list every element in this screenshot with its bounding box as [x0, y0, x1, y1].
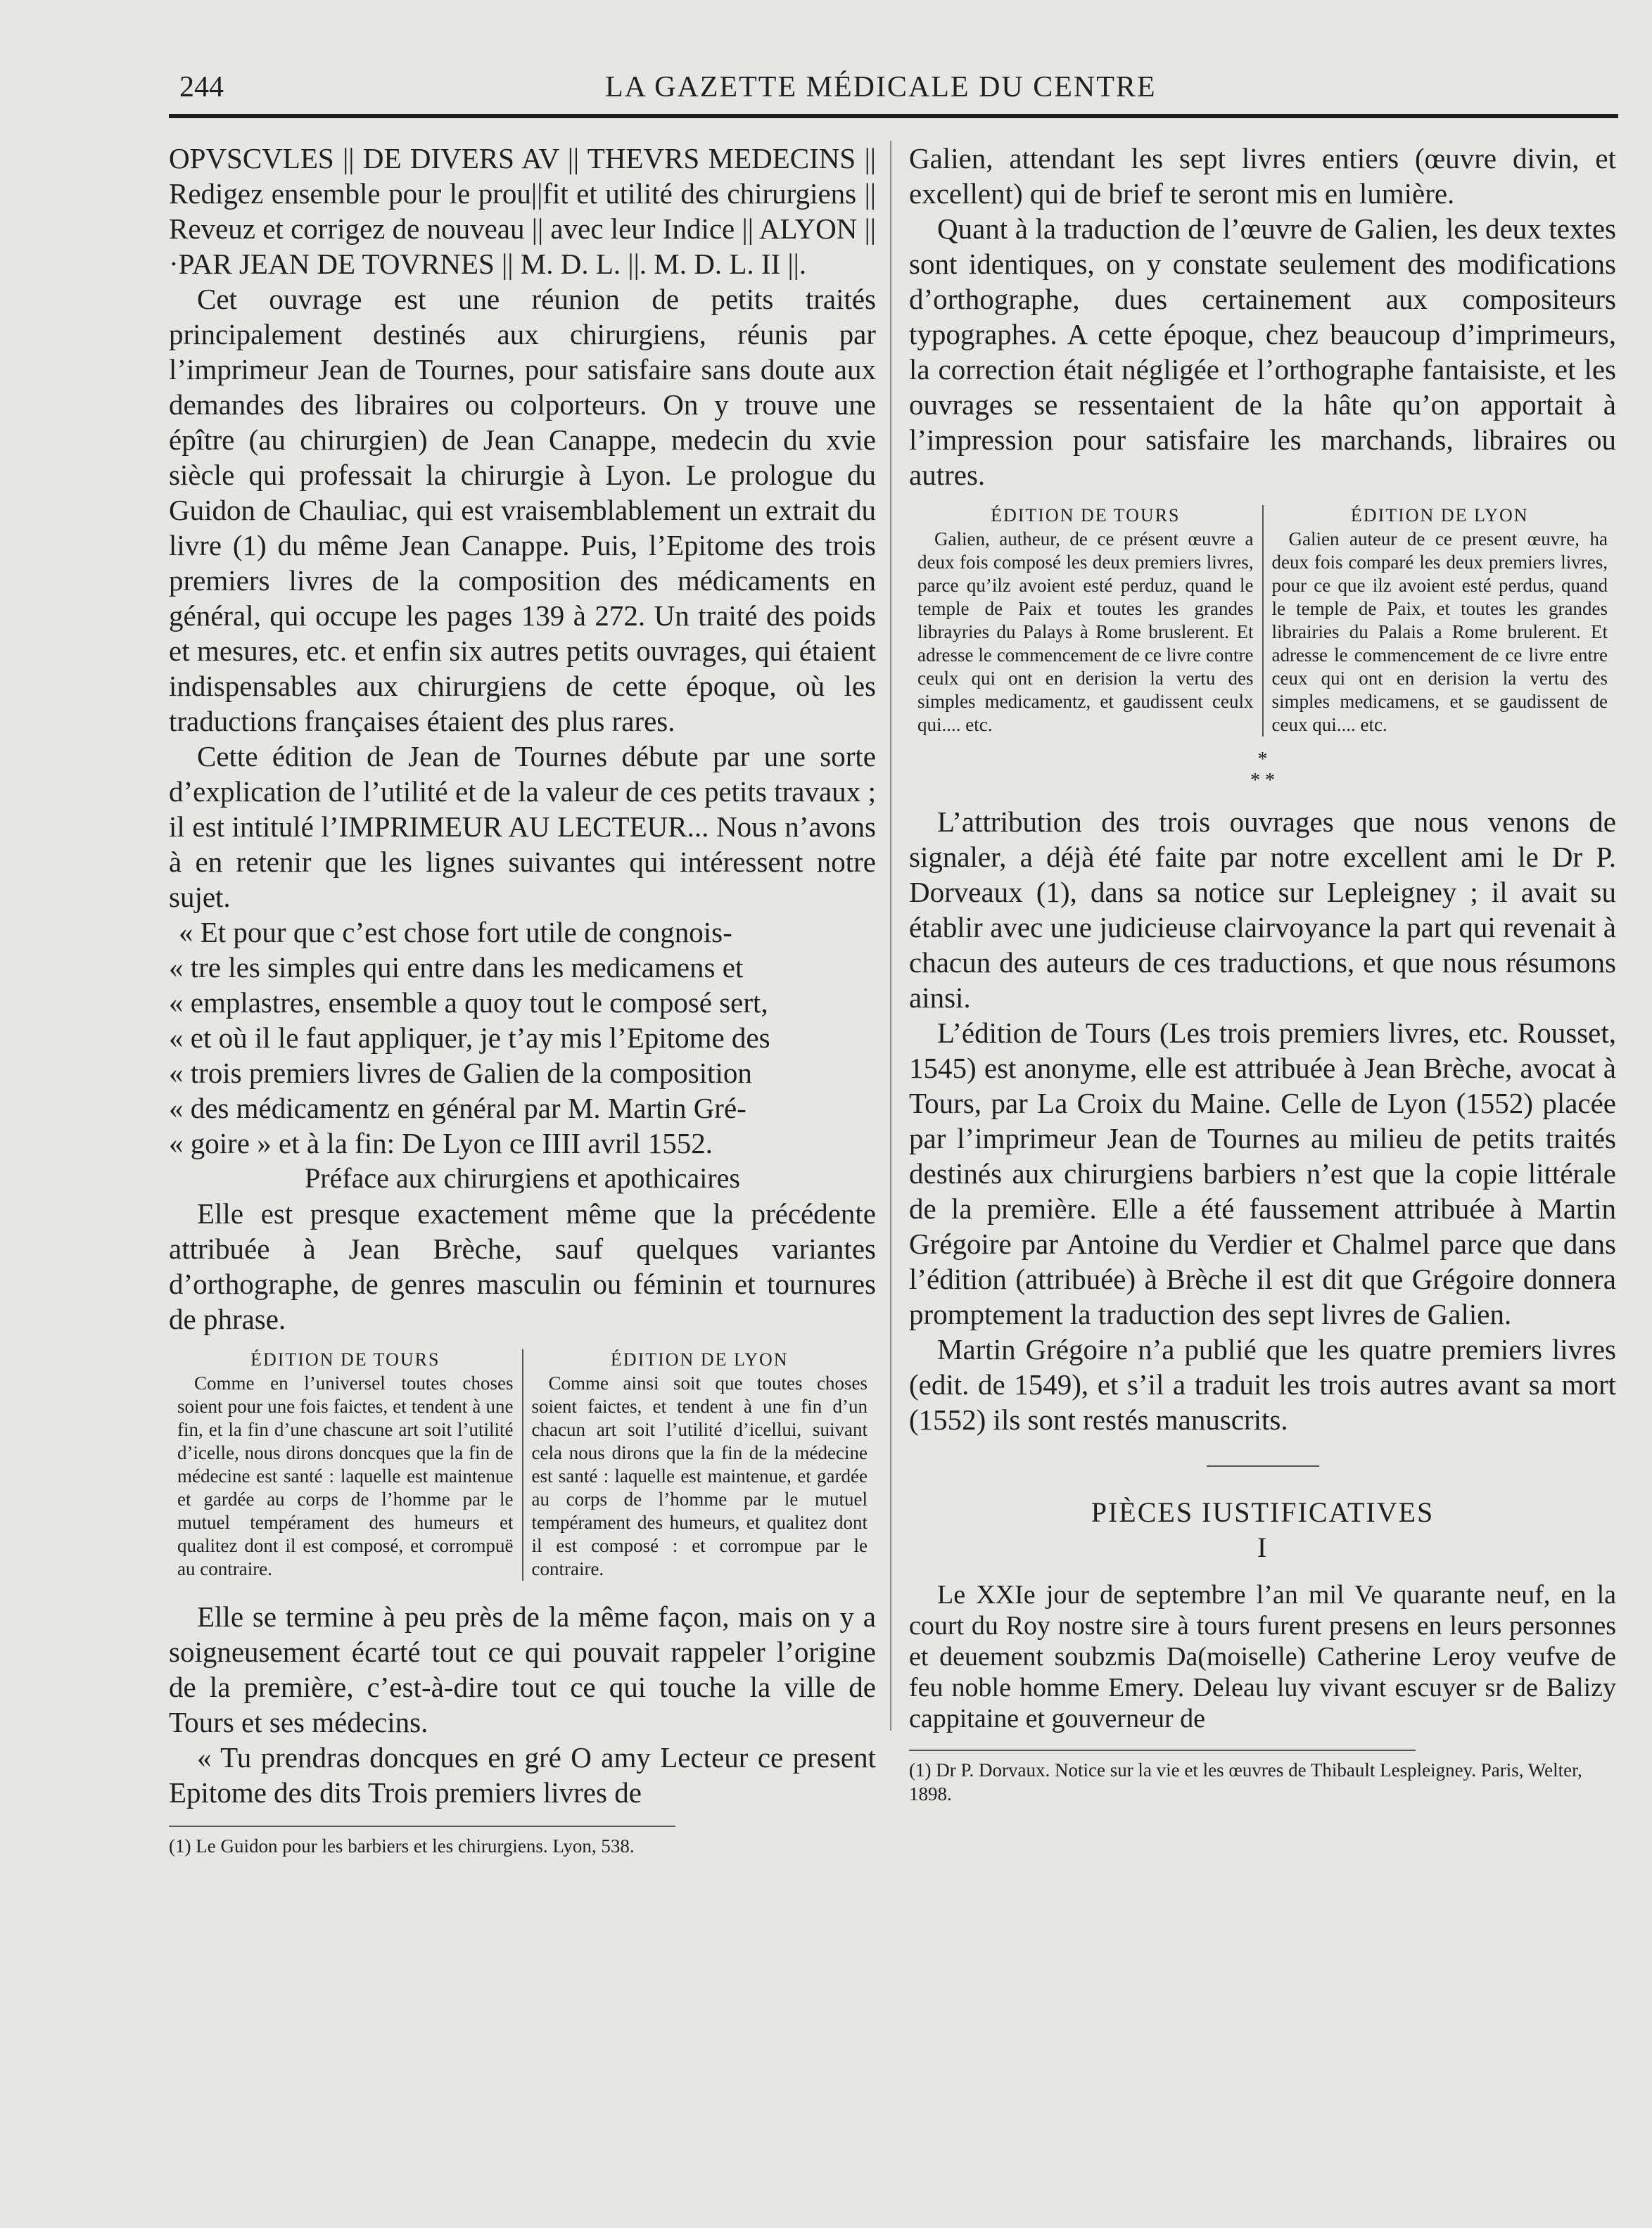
footnote: (1) Le Guidon pour les barbiers et les chirurgiens. Lyon, 538. [169, 1835, 635, 1857]
quote-line: « tre les simples qui entre dans les medicamens et [169, 951, 744, 983]
quote-line: « goire » et à la fin: De Lyon ce IIII avril 1552. [169, 1127, 713, 1159]
running-title: LA GAZETTE MÉDICALE DU CENTRE [605, 71, 1157, 103]
quote-line: « des médicamentz en général par M. Martin Gré- [169, 1092, 746, 1124]
subheading: Préface aux chirurgiens et apothicaires [305, 1162, 740, 1194]
asterism-bottom: * * [1250, 770, 1275, 791]
section-rule [1207, 1465, 1319, 1467]
asterism-top: * [1257, 749, 1268, 770]
footnote: (1) Dr P. Dorvaux. Notice sur la vie et les œuvres de Thibault Lespleigney. Paris, Welter, 1898. [909, 1759, 1582, 1804]
paragraph: Quant à la traduction de l’œuvre de Galien, les deux textes sont identiques, on y constate seulement des modifications d’orthographe, dues certainement aux compositeurs typographes. A cette époque, chez beaucoup d’imprimeurs, la correction était négligée et l’orthographe fantaisiste, et les ouvrages se ressentaient de la hâte qu’on apportait à l’impression pour satisfaire les marchands, libraires ou autres. [909, 212, 1616, 491]
book-title-paragraph: OPVSCVLES || DE DIVERS AV || THEVRS MEDECINS || Redigez ensemble pour le prou||fit et utilité des chirurgiens || Reveuz et corrigez de nouveau || avec leur Indice || ALYON ||·PAR JEAN DE TOVRNES || M. D. L. ||. M. D. L. II ||. [169, 142, 876, 280]
comparison-tours [169, 1349, 522, 1581]
page-number: 244 [179, 71, 224, 103]
footnote-rule [169, 1826, 675, 1827]
paragraph: L’édition de Tours (Les trois premiers livres, etc. Rousset, 1545) est anonyme, elle est attribuée à Jean Brèche, avocat à Tours, par La Croix du Maine. Celle de Lyon (1552) placée par l’imprimeur Jean de Tournes au milieu de petits traités destinés aux chirurgiens barbiers n’est que la copie littérale de la première. Elle a été faussement attribuée à Martin Grégoire par Antoine du Verdier et Chalmel parce que dans l’édition (attribuée) à Brèche il est dit que Grégoire donnera promptement la traduction des sept livres de Galien. [909, 1017, 1616, 1330]
right-column [909, 141, 1616, 1806]
comparison-text: Galien auteur de ce present œuvre, ha deux fois comparé les deux premiers livres, pour ce que ilz avoient esté perdus, quand le temple de Paix, et toutes les grandes librairies du Palais a Rome brulerent. Et adresse le commencement de ce livre entre ceux qui ont en derision la vertu des simples medicamens, et se gaudissent de ceux qui.... etc. [1271, 528, 1608, 735]
section-title: PIÈCES IUSTIFICATIVES [1091, 1496, 1435, 1528]
paragraph: Elle est presque exactement même que la précédente attribuée à Jean Brèche, sauf quelques variantes d’orthographe, de genres masculin ou féminin et tournures de phrase. [169, 1197, 876, 1335]
comparison-text: Comme ainsi soit que toutes choses soient faictes, et tendent à une fin d’un chacun art soit l’utilité d’icellui, suivant cela nous dirons que la fin de la médecine est santé : laquelle est maintenue, et gardée au corps de l’homme par le mutuel tempérament des humeurs, et qualitez dont il est composé : et corrompue par le contraire. [531, 1373, 868, 1579]
section-number: I [1257, 1532, 1269, 1563]
comparison-text: Galien, autheur, de ce présent œuvre a deux fois composé les deux premiers livres, parce qu’ilz avoient esté perduz, quand le temple de Paix et toutes les grandes librayries du Palays à Rome bruslerent. Et adresse le commencement de ce livre contre ceulx qui ont en derision la vertu des simples medicamentz, et gaudissent ceulx qui.... etc. [917, 528, 1254, 735]
comparison-table [169, 1349, 876, 1581]
column-divider [890, 141, 891, 1731]
paragraph: Cet ouvrage est une réunion de petits traités principalement destinés aux chirurgiens, réunis par l’imprimeur Jean de Tournes, pour satisfaire sans doute aux demandes des libraires ou colporteurs. On y trouve une épître (au chirurgien) de Jean Canappe, medecin du xvie siècle qui professait la chirurgie à Lyon. Le prologue du Guidon de Chauliac, qui est vraisemblablement un extrait du livre (1) du même Jean Canappe. Puis, l’Epitome des trois premiers livres de la composition des médicaments en général, qui occupe les pages 139 à 272. Un traité des poids et mesures, etc. et enfin six autres petits ouvrages, qui étaient indispensables aux chirurgiens de cette époque, où les traductions françaises étaient des plus rares. [169, 283, 876, 737]
quote-line: « Et pour que c’est chose fort utile de congnois- [179, 916, 732, 948]
comparison-lyon [1262, 505, 1617, 737]
comparison-heading: ÉDITION DE LYON [1350, 505, 1529, 526]
comparison-table [909, 505, 1616, 737]
paragraph: Galien, attendant les sept livres entiers (œuvre divin, et excellent) qui de brief te seront mis en lumière. [909, 142, 1616, 210]
comparison-tours [909, 505, 1262, 737]
comparison-heading: ÉDITION DE TOURS [250, 1349, 440, 1370]
left-column [169, 141, 876, 1858]
paragraph: Elle se termine à peu près de la même façon, mais on y a soigneusement écarté tout ce qui pouvait rappeler l’origine de la première, c’est-à-dire tout ce qui touche la ville de Tours et ses médecins. [169, 1600, 876, 1738]
comparison-text: Comme en l’universel toutes choses soient pour une fois faictes, et tendent à une fin, et la fin d’une chascune art soit l’utilité d’icelle, nous dirons doncques que la fin de médecine est santé : laquelle est maintenue et gardée au corps de l’homme par le mutuel tempérament des humeurs et qualitez dont il est composé, et corrompuë au contraire. [177, 1373, 514, 1579]
quote-line: « et où il le faut appliquer, je t’ay mis l’Epitome des [169, 1021, 770, 1054]
footnote-rule [909, 1750, 1416, 1751]
quote-line: « emplastres, ensemble a quoy tout le composé sert, [169, 986, 768, 1019]
asterism [909, 749, 1616, 791]
paragraph: L’attribution des trois ouvrages que nous venons de signaler, a déjà été faite par notre excellent ami le Dr P. Dorveaux (1), dans sa notice sur Lepleigney ; il avait su établir avec une judicieuse clairvoyance la part qui revenait à chacun des auteurs de ces traductions, et que nous résumons ainsi. [909, 806, 1616, 1014]
comparison-heading: ÉDITION DE TOURS [991, 505, 1181, 526]
quote-block [169, 915, 876, 1161]
paragraph: Cette édition de Jean de Tournes débute par une sorte d’explication de l’utilité et de la valeur de ces petits travaux ; il est intitulé l’IMPRIMEUR AU LECTEUR... Nous n’avons à en retenir que les lignes suivantes qui intéressent notre sujet. [169, 740, 876, 913]
header-rule [169, 114, 1618, 118]
comparison-heading: ÉDITION DE LYON [610, 1349, 789, 1370]
comparison-lyon [522, 1349, 877, 1581]
paragraph: « Tu prendras doncques en gré O amy Lecteur ce present Epitome des dits Trois premiers livres de [169, 1741, 876, 1809]
paragraph: Martin Grégoire n’a publié que les quatre premiers livres (edit. de 1549), et s’il a traduit les trois autres avant sa mort (1552) ils sont restés manuscrits. [909, 1333, 1616, 1436]
quote-line: « trois premiers livres de Galien de la composition [169, 1057, 752, 1089]
paragraph: Le XXIe jour de septembre l’an mil Ve quarante neuf, en la court du Roy nostre sire à tours furent presens en leurs personnes et deuement soubzmis Da(moiselle) Catherine Leroy veufve de feu noble homme Emery. Deleau luy vivant escuyer sr de Balizy cappitaine et gouverneur de [909, 1580, 1616, 1733]
